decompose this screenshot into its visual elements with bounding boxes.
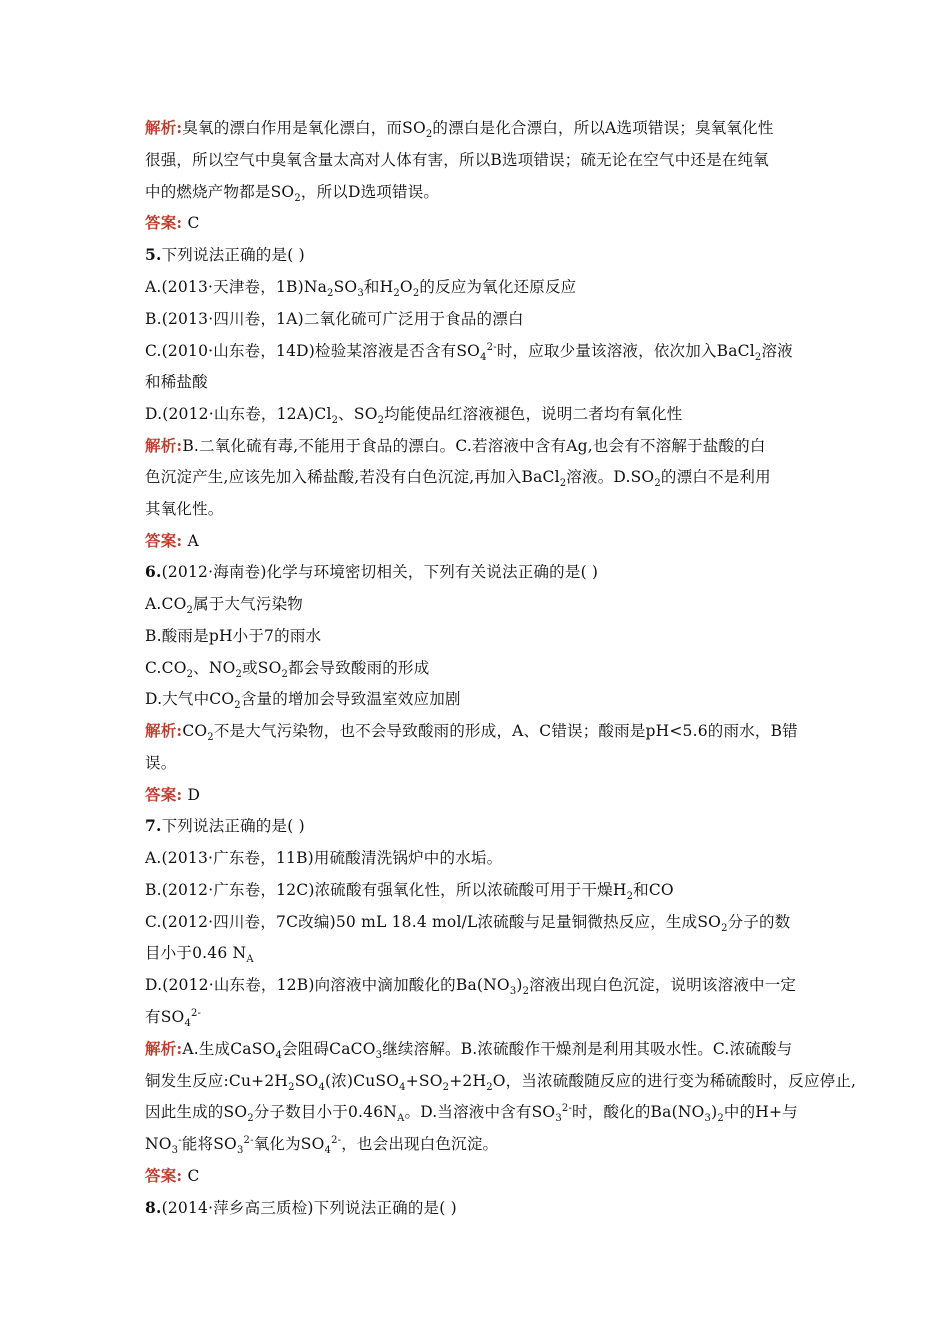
superscript: 2- <box>486 341 497 353</box>
section-label: 答案: <box>145 1166 183 1185</box>
text-segment: ) <box>516 976 523 994</box>
text-segment: 溶液 <box>761 342 793 360</box>
text-segment: 因此生成的SO <box>145 1103 248 1121</box>
text-segment: 时，应取少量该溶液，依次加入BaCl <box>496 342 755 360</box>
text-segment: 铜发生反应:Cu+2H <box>145 1072 289 1090</box>
text-segment: O <box>399 278 413 296</box>
subscript: 2 <box>186 605 194 617</box>
text-segment: 中的燃烧产物都是SO <box>145 183 295 201</box>
text-segment: D.大气中CO <box>145 690 235 708</box>
text-line <box>145 182 820 205</box>
subscript: 2 <box>412 288 420 300</box>
superscript: 2- <box>331 1134 342 1146</box>
text-segment: C.CO <box>145 659 187 677</box>
text-segment: 中的H+与 <box>723 1103 798 1121</box>
subscript: 2 <box>377 415 385 427</box>
text-segment: C.(2010·山东卷，14D)检验某溶液是否含有SO <box>145 342 481 360</box>
text-segment: ) <box>711 1103 718 1121</box>
text-segment: 误。 <box>145 754 177 772</box>
subscript: 2 <box>294 193 301 205</box>
text-line <box>145 912 820 935</box>
text-segment: 溶液出现白色沉淀，说明该溶液中一定 <box>529 976 797 994</box>
text-line <box>145 626 820 646</box>
text-segment: 溶液。D.SO <box>566 468 655 486</box>
text-segment: 或SO <box>242 659 282 677</box>
text-segment: 氧化为SO <box>253 1135 325 1153</box>
superscript: 2- <box>243 1134 254 1146</box>
text-line <box>145 436 820 456</box>
text-segment: C.(2012·四川卷，7C改编)50 mL 18.4 mol/L浓硫酸与足量铜微热反应，生成SO <box>145 913 722 931</box>
text-segment: ，也会出现白色沉淀。 <box>341 1135 499 1153</box>
text-segment: 和CO <box>633 881 674 899</box>
superscript: 2- <box>191 1007 202 1019</box>
text-line <box>145 1198 820 1218</box>
text-line <box>145 1102 820 1125</box>
subscript: 2 <box>186 669 194 681</box>
subscript: 4 <box>399 1082 406 1094</box>
text-segment: C <box>182 1167 200 1185</box>
text-line <box>145 848 820 868</box>
superscript: 2- <box>561 1102 573 1114</box>
subscript: 2 <box>721 923 728 935</box>
text-segment: CO <box>182 722 208 740</box>
text-line <box>145 277 820 300</box>
subscript: 2 <box>486 1082 493 1094</box>
subscript: 2 <box>425 129 433 141</box>
text-line <box>145 943 820 966</box>
text-line <box>145 721 820 744</box>
section-label: 解析: <box>145 721 183 740</box>
text-segment: NO <box>145 1135 172 1153</box>
subscript: 2 <box>626 891 634 903</box>
subscript: 4 <box>318 1082 325 1094</box>
text-segment: 。D.当溶液中含有SO <box>404 1103 556 1121</box>
text-segment: 含量的增加会导致温室效应加剧 <box>240 690 461 708</box>
subscript: 3 <box>509 986 517 998</box>
text-segment: 会阻碍CaCO <box>282 1040 376 1058</box>
text-line <box>145 658 820 681</box>
text-segment: SO <box>294 1072 319 1090</box>
subscript: 2 <box>247 1113 254 1125</box>
text-line <box>145 499 820 519</box>
text-segment: 和H <box>363 278 394 296</box>
text-segment: +SO <box>405 1072 443 1090</box>
text-line <box>145 594 820 617</box>
text-line <box>145 1039 820 1062</box>
text-line <box>145 150 820 170</box>
text-segment: 有SO <box>145 1008 185 1026</box>
text-segment: 其氧化性。 <box>145 500 224 518</box>
text-segment: 的反应为氧化还原反应 <box>419 278 577 296</box>
question-number: 7. <box>145 816 162 835</box>
subscript: 4 <box>480 352 487 364</box>
text-line <box>145 341 820 364</box>
section-label: 答案: <box>145 531 183 550</box>
question-number: 6. <box>145 562 162 581</box>
text-segment: 、NO <box>193 659 236 677</box>
text-line <box>145 245 820 265</box>
text-segment: 不是大气污染物，也不会导致酸雨的形成，A、C错误；酸雨是pH<5.6的雨水，B错 <box>213 722 798 740</box>
text-segment: A.(2013·天津卷，1B)Na <box>145 278 328 296</box>
text-segment: 下列说法正确的是( ) <box>161 246 305 264</box>
subscript: 2 <box>281 669 289 681</box>
subscript: 2 <box>234 700 241 712</box>
text-segment: 的漂白不是利用 <box>660 468 771 486</box>
subscript: A <box>397 1113 405 1125</box>
text-segment: 都会导致酸雨的形成 <box>288 659 430 677</box>
text-segment: B.(2013·四川卷，1A)二氧化硫可广泛用于食品的漂白 <box>145 310 524 328</box>
text-segment: +2H <box>449 1072 487 1090</box>
text-line <box>145 118 820 141</box>
subscript: 2 <box>522 986 530 998</box>
subscript: 2 <box>393 288 400 300</box>
text-segment: 均能使品红溶液褪色，说明二者均有氧化性 <box>384 405 683 423</box>
text-segment: (2012·海南卷)化学与环境密切相关，下列有关说法正确的是( ) <box>161 563 599 581</box>
text-segment: 色沉淀产生,应该先加入稀盐酸,若没有白色沉淀,再加入BaCl <box>145 468 560 486</box>
subscript: 2 <box>442 1082 450 1094</box>
text-line <box>145 1166 820 1186</box>
subscript: 2 <box>559 478 567 490</box>
text-line <box>145 880 820 903</box>
text-segment: O，当浓硫酸随反应的进行变为稀硫酸时，反应停止, <box>492 1072 857 1090</box>
section-label: 解析: <box>145 118 183 137</box>
section-label: 解析: <box>145 436 183 455</box>
text-segment: D <box>182 786 201 804</box>
text-line <box>145 404 820 427</box>
text-line <box>145 1007 820 1030</box>
section-label: 答案: <box>145 213 183 232</box>
text-segment: B.(2012·广东卷，12C)浓硫酸有强氧化性，所以浓硫酸可用于干燥H <box>145 881 627 899</box>
subscript: 2 <box>754 352 762 364</box>
subscript: 2 <box>207 732 214 744</box>
subscript: 3 <box>236 1145 244 1157</box>
text-segment: (浓)CuSO <box>325 1072 400 1090</box>
subscript: 3 <box>357 288 364 300</box>
text-line <box>145 785 820 805</box>
subscript: 2 <box>235 669 243 681</box>
subscript: 3 <box>555 1113 562 1125</box>
subscript: A <box>246 954 254 966</box>
text-line <box>145 689 820 712</box>
text-line <box>145 1134 820 1157</box>
text-segment: (2014·萍乡高三质检)下列说法正确的是( ) <box>161 1199 457 1217</box>
text-line <box>145 975 820 998</box>
text-segment: A.(2013·广东卷，11B)用硫酸清洗锅炉中的水垢。 <box>145 849 503 867</box>
text-line <box>145 467 820 490</box>
subscript: 4 <box>275 1050 283 1062</box>
subscript: 2 <box>331 415 339 427</box>
text-segment: 、SO <box>338 405 378 423</box>
text-line <box>145 372 820 392</box>
text-line <box>145 753 820 773</box>
text-line <box>145 1071 857 1094</box>
text-segment: 时，酸化的Ba(NO <box>572 1103 705 1121</box>
subscript: 2 <box>717 1113 724 1125</box>
text-segment: D.(2012·山东卷，12A)Cl <box>145 405 332 423</box>
text-segment: 目小于0.46 N <box>145 944 247 962</box>
text-segment: C <box>182 214 200 232</box>
superscript: - <box>178 1134 182 1146</box>
text-segment: ，所以D选项错误。 <box>300 183 440 201</box>
text-segment: A.生成CaSO <box>182 1040 276 1058</box>
text-segment: A <box>182 532 199 550</box>
text-segment: 和稀盐酸 <box>145 373 208 391</box>
subscript: 2 <box>327 288 334 300</box>
subscript: 2 <box>288 1082 295 1094</box>
text-line <box>145 816 820 836</box>
text-segment: B.二氧化硫有毒,不能用于食品的漂白。C.若溶液中含有Ag,也会有不溶解于盐酸的白 <box>182 437 766 455</box>
text-segment: 下列说法正确的是( ) <box>161 817 305 835</box>
subscript: 4 <box>184 1018 191 1030</box>
text-line <box>145 213 820 233</box>
subscript: 3 <box>375 1050 383 1062</box>
text-segment: 能将SO <box>181 1135 237 1153</box>
text-segment: 分子的数 <box>727 913 791 931</box>
text-segment: 臭氧的漂白作用是氧化漂白，而SO <box>182 119 426 137</box>
text-line <box>145 562 820 582</box>
question-number: 8. <box>145 1198 162 1217</box>
text-segment: B.酸雨是pH小于7的雨水 <box>145 627 322 645</box>
text-line <box>145 309 820 329</box>
text-segment: 很强，所以空气中臭氧含量太高对人体有害，所以B选项错误；硫无论在空气中还是在纯氧 <box>145 151 769 169</box>
text-segment: 继续溶解。B.浓硫酸作干燥剂是利用其吸水性。C.浓硫酸与 <box>382 1040 793 1058</box>
subscript: 2 <box>654 478 661 490</box>
subscript: 4 <box>324 1145 332 1157</box>
text-line <box>145 531 820 551</box>
text-segment: A.CO <box>145 595 187 613</box>
text-segment: SO <box>333 278 358 296</box>
text-segment: 分子数目小于0.46N <box>253 1103 398 1121</box>
section-label: 解析: <box>145 1039 183 1058</box>
text-segment: 属于大气污染物 <box>193 595 303 613</box>
section-label: 答案: <box>145 785 183 804</box>
question-number: 5. <box>145 245 162 264</box>
subscript: 3 <box>171 1145 179 1157</box>
text-segment: 的漂白是化合漂白，所以A选项错误；臭氧氧化性 <box>432 119 774 137</box>
text-segment: D.(2012·山东卷，12B)向溶液中滴加酸化的Ba(NO <box>145 976 510 994</box>
subscript: 3 <box>704 1113 712 1125</box>
